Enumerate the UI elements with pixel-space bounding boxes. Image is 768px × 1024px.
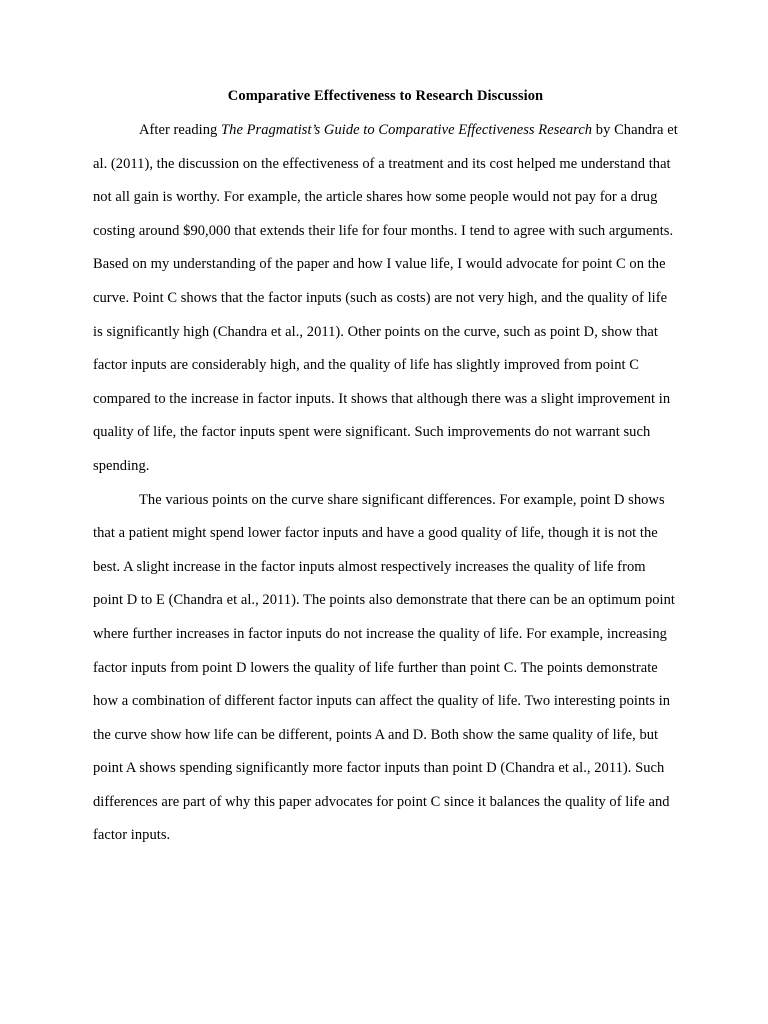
paragraph-1-prefix: After reading: [139, 122, 222, 138]
paragraph-1: [93, 114, 678, 484]
book-title: The Pragmatist’s Guide to Comparative Effectiveness Research: [221, 122, 593, 138]
paragraph-2: The various points on the curve share significant differences. For example, point D shows that a patient might spend lower factor inputs and have a good quality of life, though it is not the best. A slight increase in the factor inputs almost respectively increases the quality of life from point D to E (Chandra et al., 2011). The points also demonstrate that there can be an optimum point where further increases in factor inputs do not increase the quality of life. For example, increasing factor inputs from point D lowers the quality of life further than point C. The points demonstrate how a combination of different factor inputs can affect the quality of life. Two interesting points in the curve show how life can be different, points A and D. Both show the same quality of life, but point A shows spending significantly more factor inputs than point D (Chandra et al., 2011). Such differences are part of why this paper advocates for point C since it balances the quality of life and factor inputs.: [93, 491, 675, 844]
paragraph-1-body: by Chandra et al. (2011), the discussion on the effectiveness of a treatment and its cost helped me understand that not all gain is worthy. For example, the article shares how some people would not pay for a drug costing around $90,000 that extends their life for four months. I tend to agree with such arguments. Based on my understanding of the paper and how I value life, I would advocate for point C on the curve. Point C shows that the factor inputs (such as costs) are not very high, and the quality of life is significantly high (Chandra et al., 2011). Other points on the curve, such as point D, show that factor inputs are considerably high, and the quality of life has slightly improved from point C compared to the increase in factor inputs. It shows that although there was a slight improvement in quality of life, the factor inputs spent were significant. Such improvements do not warrant such spending.: [93, 122, 678, 474]
document-page: [93, 85, 678, 853]
document-title: Comparative Effectiveness to Research Discussion: [227, 88, 544, 104]
